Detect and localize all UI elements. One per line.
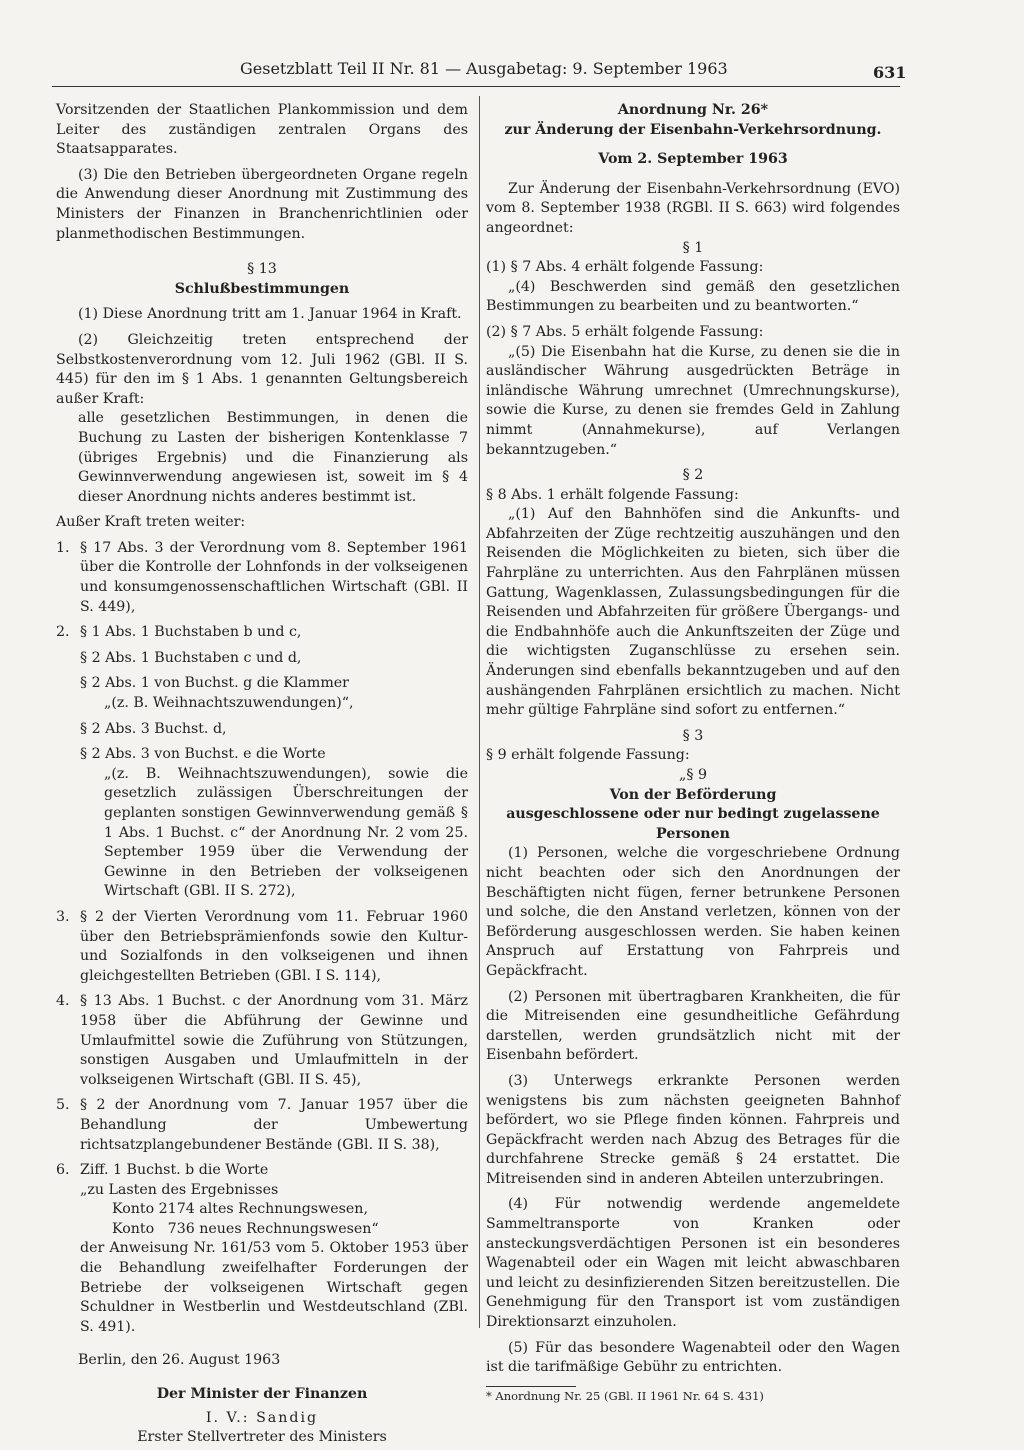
paragraph: (2) Personen mit übertragbaren Krankheiten, die für die Mitreisenden eine gesundheitliche Gefährdung darstellen, werden grundsätzlich nicht mit der Eisenbahn befördert. (486, 988, 900, 1064)
paragraph: Vorsitzenden der Staatlichen Plankommission und dem Leiter des zuständigen zentralen Organs des Staatsapparates. (56, 102, 468, 158)
ordinance-subtitle: zur Änderung der Eisenbahn-Verkehrsordnung. (504, 121, 882, 138)
section-number: § 1 (682, 239, 704, 256)
place-date: Berlin, den 26. August 1963 (78, 1352, 281, 1369)
list-subitem: „(z. B. Weihnachtszuwendungen)“, (104, 695, 354, 712)
section-number: „§ 9 (679, 767, 707, 783)
list-item (56, 1096, 468, 1155)
list-subitem: „zu Lasten des Ergebnisses (80, 1181, 279, 1198)
quoted-text: „(5) Die Eisenbahn hat die Kurse, zu denen sie die in ausländischer Währung ausgedrückten Beträge in inländische Währung umrechnet (Umrechnungskurse), sowie die Kurse, zu denen sie fremdes Geld in Zahlung nimmt (Annahmekurse), auf Verlangen bekanntzugeben.“ (486, 343, 900, 458)
paragraph: § 8 Abs. 1 erhält folgende Fassung: (486, 486, 739, 503)
list-number: 1. (56, 539, 70, 556)
list-text: § 13 Abs. 1 Buchst. c der Anordnung vom 31. März 1958 über die Abführung der Gewinne und Umlaufmittel sowie die Zuführung von Stützungen, sonstigen Ausgaben und Umlaufmitteln in der volkseigenen Wirtschaft (GBl. II S. 45), (80, 993, 468, 1088)
list-subitem: der Anweisung Nr. 161/53 vom 5. Oktober 1953 über die Behandlung zweifelhafter Forderungen der Betriebe der volkseigenen Wirtschaft gegen Schuldner in Westberlin und Westdeutschland (ZBl. S. 491). (80, 1240, 468, 1335)
section-number: § 13 (247, 261, 277, 278)
paragraph: (1) § 7 Abs. 4 erhält folgende Fassung: (486, 259, 764, 276)
list-number: 3. (56, 908, 70, 925)
signature-title: Der Minister der Finanzen (156, 1386, 368, 1403)
paragraph: Zur Änderung der Eisenbahn-Verkehrsordnung (EVO) vom 8. September 1938 (RGBl. II S. 663) wird folgendes angeordnet: (486, 180, 900, 236)
header-rule (52, 86, 900, 87)
paragraph: (1) Personen, welche die vorgeschriebene Ordnung nicht beachten oder sich den Anordnungen der Beschäftigten nicht fügen, ferner betrunkene Personen und solche, die den Anstand verletzen, können von der Beförderung ausgeschlossen werden. Sie haben keinen Anspruch auf Erstattung von Fahrpreis und Gepäckfracht. (486, 845, 900, 979)
paragraph: § 9 erhält folgende Fassung: (486, 747, 690, 764)
quoted-text: „(1) Auf den Bahnhöfen sind die Ankunfts- und Abfahrzeiten der Züge rechtzeitig auszuhängen und den Reisenden die Möglichkeiten zu bieten, sich über die Fahrpläne zu unterrichten. Aus den Fahrplänen müssen Gattung, Wagenklassen, Zulassungsbedingungen für die Reisenden und Abfahrzeiten für größere Übergangs- und die Endbahnhöfe auch die Ankunftszeiten der Züge und die wichtigsten Zuganschlüsse zu ersehen sein. Änderungen sind ebenfalls bekanntzugeben und auf den aushängenden Fahrplänen ersichtlich zu machen. Nicht mehr gültige Fahrpläne sind sofort zu entfernen.“ (486, 506, 900, 719)
paragraph: (5) Für das besondere Wagenabteil oder den Wagen ist die tarifmäßige Gebühr zu entrichten. (486, 1339, 900, 1376)
list-subitem: „(z. B. Weihnachtszuwendungen), sowie die gesetzlich zulässigen Überschreitungen der geplanten sonstigen Gewinnverwendung gemäß § 1 Abs. 1 Buchst. c“ der Anordnung Nr. 2 vom 25. September 1959 über die Verwendung der Gewinne in den Betrieben der volkseigenen Wirtschaft (GBl. II S. 272), (104, 765, 468, 900)
list-text: § 2 der Vierten Verordnung vom 11. Februar 1960 über den Betriebsprämienfonds sowie den Kultur- und Sozialfonds in den volkseigenen und ihnen gleichgestellten Betrieben (GBl. I S. 114), (80, 908, 468, 984)
left-column (56, 101, 468, 1448)
footnote-rule (486, 1386, 576, 1387)
paragraph: (2) Gleichzeitig treten entsprechend der Selbstkostenverordnung vom 12. Juli 1962 (GBl. II S. 445) für den im § 1 Abs. 1 genannten Geltungsbereich außer Kraft: (56, 331, 468, 407)
konto-line: Konto 2174 altes Rechnungswesen, (112, 1201, 368, 1218)
list-item (56, 992, 468, 1090)
konto-line: Konto 736 neues Rechnungswesen“ (112, 1220, 379, 1237)
footnote: * Anordnung Nr. 25 (GBl. II 1961 Nr. 64 S. 431) (486, 1388, 764, 1403)
paragraph: (4) Für notwendig werdende angemeldete Sammeltransporte von Kranken oder ansteckungsverdächtigen Personen ist ein besonderes Wagenabteil oder ein Wagen mit leicht abwaschbaren und leicht zu desinfizierenden Sitzen bereitzustellen. Die Genehmigung für den Transport ist vom zuständigen Direktionsarzt einzuholen. (486, 1196, 900, 1331)
list-item (56, 908, 468, 986)
page-header (50, 59, 910, 85)
paragraph: Außer Kraft treten weiter: (56, 514, 246, 531)
paragraph: (3) Unterwegs erkrankte Personen werden wenigstens bis zum nächsten geeigneten Bahnhof befördert, wo sie Pflege finden können. Fahrpreis und Gepäckfracht werden nach Abzug des Betrages für die durchfahrene Strecke gemäß § 24 erstattet. Die Mitreisenden sind in anderen Abteilen unterzubringen. (486, 1072, 900, 1187)
section-number: § 3 (682, 727, 704, 744)
section-title: ausgeschlossene oder nur bedingt zugelassene Personen (506, 806, 880, 842)
section-number: § 2 (682, 467, 704, 484)
list-subitem: § 2 Abs. 1 von Buchst. g die Klammer (80, 675, 349, 692)
right-column (486, 101, 900, 1404)
list-subitem: § 2 Abs. 3 Buchst. d, (80, 720, 227, 737)
list-item (56, 539, 468, 617)
ordinance-date: Vom 2. September 1963 (598, 151, 788, 168)
signature-name: I. V.: Sandig (205, 1409, 319, 1426)
paragraph: (3) Die den Betrieben übergeordneten Organe regeln die Anwendung dieser Anordnung mit Zustimmung des Ministers der Finanzen in Branchenrichtlinien oder planmethodischen Bestimmungen. (56, 166, 468, 242)
paragraph: (2) § 7 Abs. 5 erhält folgende Fassung: (486, 323, 764, 340)
list-subitem: § 2 Abs. 3 von Buchst. e die Worte (80, 746, 326, 763)
header-title: Gesetzblatt Teil II Nr. 81 — Ausgabetag: 9. September 1963 (240, 59, 728, 78)
list-subitem: § 2 Abs. 1 Buchstaben c und d, (80, 649, 302, 666)
page-number: 631 (873, 63, 907, 82)
list-text: § 1 Abs. 1 Buchstaben b und c, (80, 624, 302, 641)
list-text: § 17 Abs. 3 der Verordnung vom 8. September 1961 über die Kontrolle der Lohnfonds in der volkseigenen und konsumgenossenschaftlichen Wirtschaft (GBl. II S. 449), (80, 539, 468, 615)
signature-role: Erster Stellvertreter des Ministers (137, 1429, 387, 1446)
list-item (56, 623, 468, 643)
paragraph: (1) Diese Anordnung tritt am 1. Januar 1964 in Kraft. (78, 306, 462, 323)
list-number: 5. (56, 1097, 70, 1114)
list-number: 4. (56, 993, 70, 1010)
list-text: § 2 der Anordnung vom 7. Januar 1957 über die Behandlung der Umbewertung richtsatzplangebundener Bestände (GBl. II S. 38), (80, 1097, 468, 1153)
ordinance-title: Anordnung Nr. 26* (617, 102, 769, 118)
section-title: Schlußbestimmungen (174, 280, 350, 297)
paragraph: alle gesetzlichen Bestimmungen, in denen die Buchung zu Lasten der bisherigen Kontenklasse 7 (übriges Ergebnis) und die Finanzierung als Gewinnverwendung angewiesen ist, soweit im § 4 dieser Anordnung nichts anderes bestimmt ist. (78, 410, 468, 505)
section-title: Von der Beförderung (609, 786, 777, 803)
list-item (56, 1161, 468, 1181)
list-number: 2. (56, 624, 70, 641)
quoted-text: „(4) Beschwerden sind gemäß den gesetzlichen Bestimmungen zu bearbeiten und zu beantworten.“ (486, 278, 900, 315)
list-number: 6. (56, 1162, 70, 1179)
column-divider (479, 96, 480, 1328)
list-text: Ziff. 1 Buchst. b die Worte (80, 1162, 269, 1179)
